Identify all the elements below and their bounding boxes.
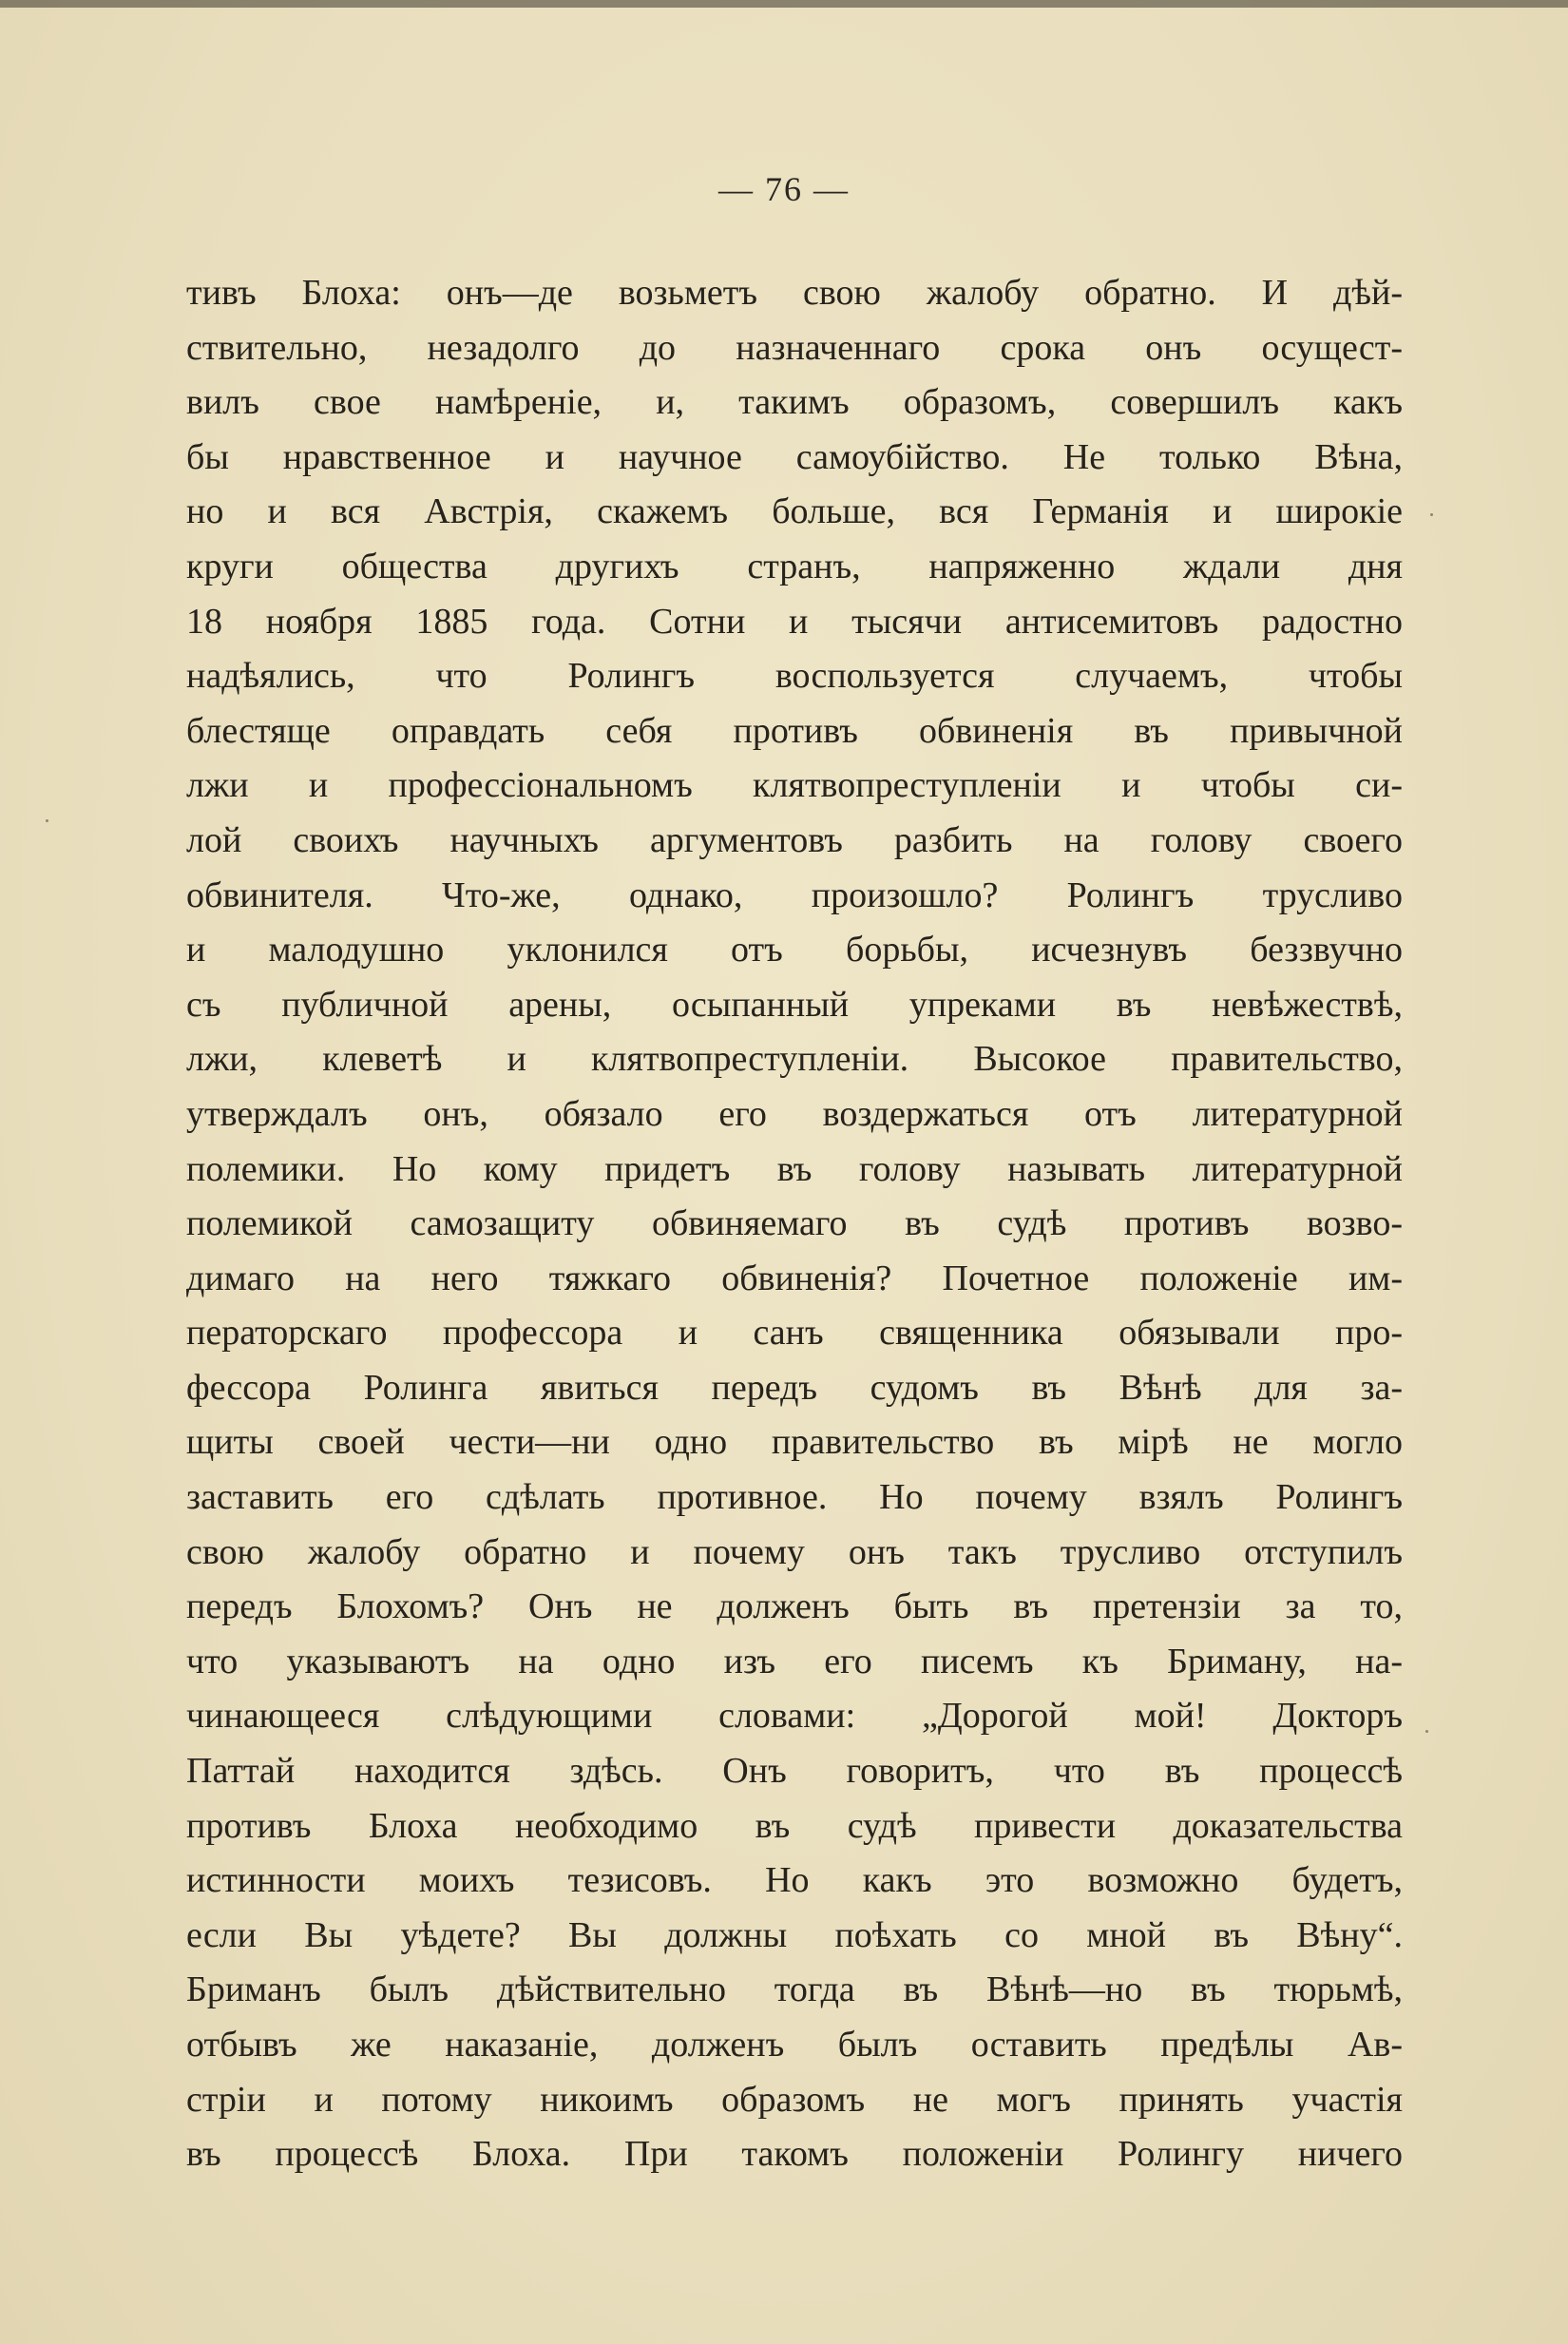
text-line: ствительно, незадолго до назначеннаго срока онъ осущест-: [186, 327, 1403, 368]
text-line: Бриманъ былъ дѣйствительно тогда въ Вѣнѣ—но въ тюрьмѣ,: [186, 1969, 1403, 2010]
text-line: лжи и профессіональномъ клятвопреступленіи и чтобы си-: [186, 765, 1403, 806]
text-line: утверждалъ онъ, обязало его воздержаться отъ литературной: [186, 1093, 1403, 1134]
paper-speck: [1430, 513, 1433, 516]
text-line: блестяще оправдать себя противъ обвиненія въ привычной: [186, 710, 1403, 751]
text-line: передъ Блохомъ? Онъ не долженъ быть въ претензіи за то,: [186, 1586, 1403, 1627]
text-line: но и вся Австрія, скажемъ больше, вся Германія и широкіе: [186, 491, 1403, 532]
text-line: полемики. Но кому придетъ въ голову называть литературной: [186, 1148, 1403, 1189]
text-line: димаго на него тяжкаго обвиненія? Почетное положеніе им-: [186, 1258, 1403, 1298]
text-line: фессора Ролинга явиться передъ судомъ въ Вѣнѣ для за-: [186, 1367, 1403, 1408]
text-line: надѣялись, что Ролингъ воспользуется случаемъ, чтобы: [186, 656, 1403, 697]
text-line: ператорскаго профессора и санъ священника обязывали про-: [186, 1313, 1403, 1354]
text-line: щиты своей чести—ни одно правительство въ мірѣ не могло: [186, 1422, 1403, 1463]
text-line: противъ Блоха необходимо въ судѣ привести доказательства: [186, 1805, 1403, 1846]
text-line: бы нравственное и научное самоубійство. Не только Вѣна,: [186, 436, 1403, 477]
text-line: Паттай находится здѣсь. Онъ говоритъ, что въ процессѣ: [186, 1751, 1403, 1792]
text-line: и малодушно уклонился отъ борьбы, исчезнувъ беззвучно: [186, 930, 1403, 970]
text-line: отбывъ же наказаніе, долженъ былъ оставить предѣлы Ав-: [186, 2025, 1403, 2065]
text-line: заставить его сдѣлать противное. Но почему взялъ Ролингъ: [186, 1477, 1403, 1518]
text-line: что указываютъ на одно изъ его писемъ къ Бриману, на-: [186, 1641, 1403, 1681]
text-line: полемикой самозащиту обвиняемаго въ судѣ противъ возво-: [186, 1203, 1403, 1244]
top-edge-rule: [0, 0, 1568, 8]
text-line: круги общества другихъ странъ, напряженно ждали дня: [186, 546, 1403, 586]
text-line: 18 ноября 1885 года. Сотни и тысячи антисемитовъ радостно: [186, 601, 1403, 642]
text-line: въ процессѣ Блоха. При такомъ положеніи Ролингу ничего: [186, 2134, 1403, 2175]
text-line: лой своихъ научныхъ аргументовъ разбить на голову своего: [186, 819, 1403, 860]
text-line: если Вы уѣдете? Вы должны поѣхать со мной въ Вѣну“.: [186, 1914, 1403, 1955]
page-number: — 76 —: [718, 170, 850, 208]
text-line: чинающееся слѣдующими словами: „Дорогой мой! Докторъ: [186, 1696, 1403, 1737]
text-line: вилъ свое намѣреніе, и, такимъ образомъ, совершилъ какъ: [186, 382, 1403, 423]
text-line: съ публичной арены, осыпанный упреками въ невѣжествѣ,: [186, 984, 1403, 1025]
text-line: лжи, клеветѣ и клятвопреступленіи. Высокое правительство,: [186, 1039, 1403, 1080]
paper-speck: [46, 819, 48, 822]
body-text: [186, 266, 1403, 2182]
text-line: обвинителя. Что-же, однако, произошло? Ролингъ трусливо: [186, 874, 1403, 915]
text-line: стріи и потому никоимъ образомъ не могъ принять участія: [186, 2079, 1403, 2120]
text-line: свою жалобу обратно и почему онъ такъ трусливо отступилъ: [186, 1531, 1403, 1572]
text-line: тивъ Блоха: онъ—де возьметъ свою жалобу обратно. И дѣй-: [186, 273, 1403, 313]
paper-speck: [1425, 1730, 1428, 1733]
text-line: истинности моихъ тезисовъ. Но какъ это возможно будетъ,: [186, 1860, 1403, 1901]
